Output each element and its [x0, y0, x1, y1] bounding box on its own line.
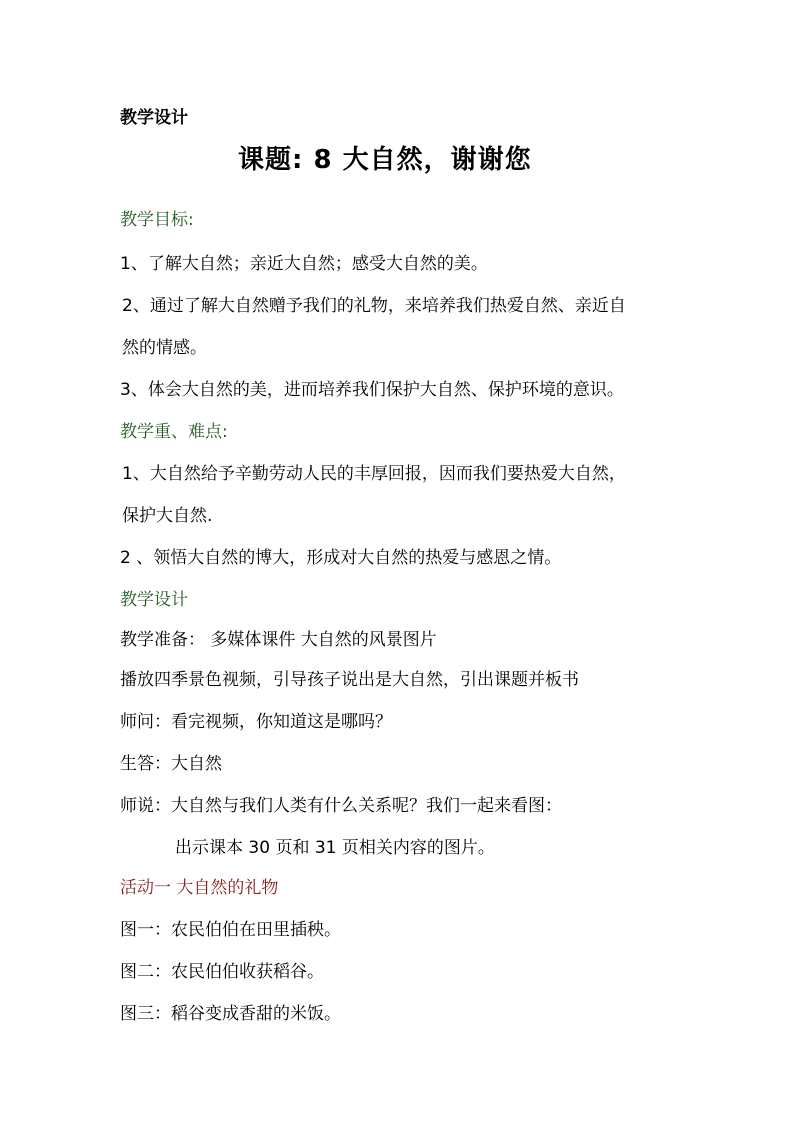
student-answer: 生答：大自然	[120, 754, 222, 774]
show-pictures-line: 出示课本 30 页和 31 页相关内容的图片。	[175, 838, 495, 858]
teacher-question: 师问：看完视频，你知道这是哪吗？	[120, 712, 392, 732]
key-point-2: 2 、领悟大自然的博大，形成对大自然的热爱与感恩之情。	[120, 548, 562, 568]
top-heading: 教学设计	[120, 108, 188, 128]
objective-1: 1、了解大自然；亲近大自然；感受大自然的美。	[120, 254, 488, 274]
lesson-title: 课题: 8 大自然，谢谢您	[238, 145, 532, 175]
activity-1-heading: 活动一 大自然的礼物	[120, 878, 279, 898]
preparation-line: 教学准备： 多媒体课件 大自然的风景图片	[120, 630, 437, 650]
key-points-heading: 教学重、难点:	[120, 422, 228, 442]
objective-3: 3、体会大自然的美，进而培养我们保护大自然、保护环境的意识。	[120, 380, 624, 400]
key-point-1-line-2: 保护大自然.	[122, 506, 213, 526]
objectives-heading: 教学目标:	[120, 210, 194, 230]
objective-2-line-2: 然的情感。	[122, 338, 207, 358]
figure-3-line: 图三：稻谷变成香甜的米饭。	[120, 1004, 341, 1024]
figure-1-line: 图一：农民伯伯在田里插秧。	[120, 920, 341, 940]
figure-2-line: 图二：农民伯伯收获稻谷。	[120, 962, 324, 982]
video-step: 播放四季景色视频，引导孩子说出是大自然，引出课题并板书	[120, 670, 579, 690]
key-point-1-line-1: 1、大自然给予辛勤劳动人民的丰厚回报，因而我们要热爱大自然，	[122, 464, 626, 484]
design-heading: 教学设计	[120, 590, 188, 610]
teacher-statement: 师说：大自然与我们人类有什么关系呢？我们一起来看图：	[120, 796, 562, 816]
objective-2-line-1: 2、通过了解大自然赠予我们的礼物，来培养我们热爱自然、亲近自	[122, 296, 626, 316]
